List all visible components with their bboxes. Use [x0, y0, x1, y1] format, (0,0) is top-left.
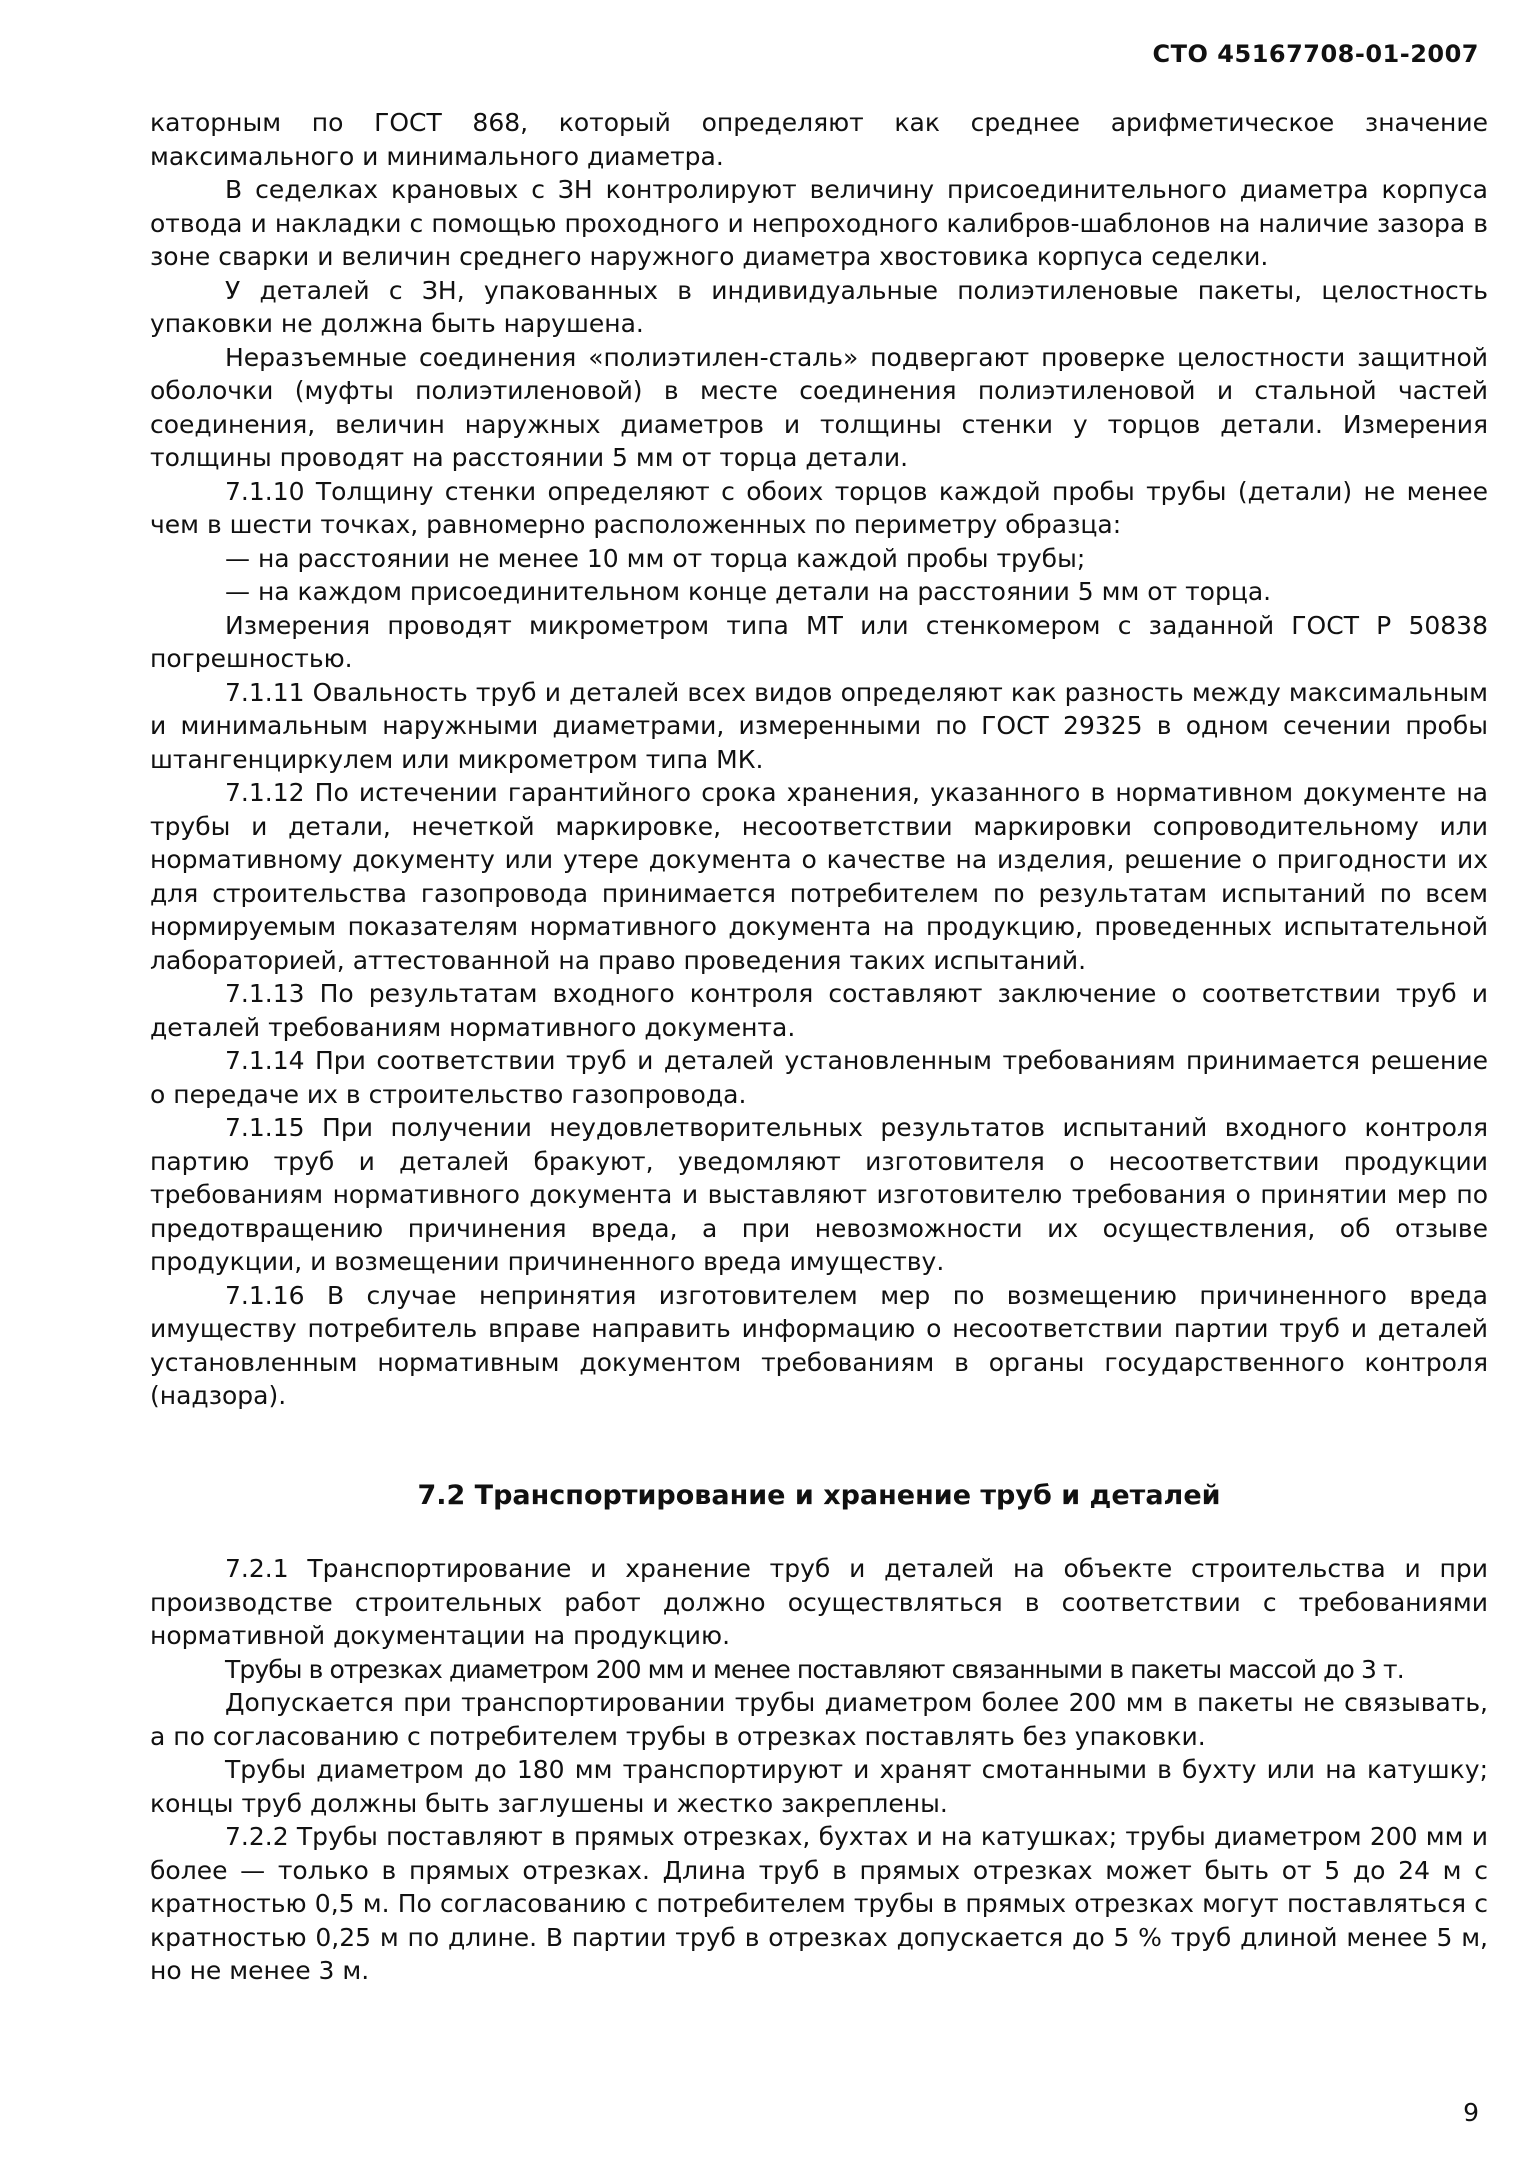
clause-7-1-12: 7.1.12 По истечении гарантийного срока хранения, указанного в нормативном документе на трубы и детали, нечеткой маркировке, несоответствии маркировки сопроводительному или нормативному документу или утере документа о качестве на изделия, решение о пригодности их для строительства газопровода принимается потребителем по результатам испытаний по всем нормируемым показателям нормативного документа на продукцию, проведенных испытательной лабораторией, аттестованной на право проведения таких испытаний. — [150, 778, 1488, 975]
list-item: — на расстоянии не менее 10 мм от торца каждой пробы трубы; — [225, 543, 1086, 573]
clause-7-2-1: 7.2.1 Транспортирование и хранение труб и деталей на объекте строительства и при производстве строительных работ должно осуществляться в соответствии с требованиями нормативной документации на продукцию. — [150, 1554, 1488, 1650]
section-title: 7.2 Транспортирование и хранение труб и деталей — [417, 1479, 1221, 1511]
document-body — [150, 106, 1488, 1988]
clause-7-1-13: 7.1.13 По результатам входного контроля составляют заключение о соответствии труб и деталей требованиям нормативного документа. — [150, 979, 1488, 1042]
list-item: — на каждом присоединительном конце детали на расстоянии 5 мм от торца. — [225, 577, 1272, 606]
paragraph: В седелках крановых с ЗН контролируют величину присоединительного диаметра корпуса отвода и накладки с помощью проходного и непроходного калибров-шаблонов на наличие зазора в зоне сварки и величин среднего наружного диаметра хвостовика корпуса седелки. — [150, 175, 1488, 271]
paragraph: Неразъемные соединения «полиэтилен-сталь» подвергают проверке целостности защитной оболочки (муфты полиэтиленовой) в месте соединения полиэтиленовой и стальной частей соединения, величин наружных диаметров и толщины стенки у торцов детали. Измерения толщины проводят на расстоянии 5 мм от торца детали. — [150, 342, 1488, 472]
paragraph-continuation: каторным по ГОСТ 868, который определяют как среднее арифметическое значение максимального и минимального диаметра. — [150, 108, 1488, 171]
clause-7-1-14: 7.1.14 При соответствии труб и деталей установленным требованиям принимается решение о передаче их в строительство газопровода. — [150, 1046, 1488, 1109]
paragraph: Трубы в отрезках диаметром 200 мм и менее поставляют связанными в пакеты массой до 3 т. — [225, 1654, 1404, 1684]
paragraph: Измерения проводят микрометром типа МТ или стенкомером с заданной ГОСТ Р 50838 погрешностью. — [150, 610, 1488, 673]
document-code-header: СТО 45167708-01-2007 — [1152, 40, 1479, 68]
clause-7-1-16: 7.1.16 В случае непринятия изготовителем мер по возмещению причиненного вреда имуществу потребитель вправе направить информацию о несоответствии партии труб и деталей установленным нормативным документом требованиям в органы государственного контроля (надзора). — [150, 1280, 1488, 1410]
clause-7-1-15: 7.1.15 При получении неудовлетворительных результатов испытаний входного контроля партию труб и деталей бракуют, уведомляют изготовителя о несоответствии продукции требованиям нормативного документа и выставляют изготовителю требования о принятии мер по предотвращению причинения вреда, а при невозможности их осуществления, об отзыве продукции, и возмещении причиненного вреда имуществу. — [150, 1113, 1488, 1276]
clause-7-1-10: 7.1.10 Толщину стенки определяют с обоих торцов каждой пробы трубы (детали) не менее чем в шести точках, равномерно расположенных по периметру образца: — [150, 476, 1488, 539]
paragraph: У деталей с ЗН, упакованных в индивидуальные полиэтиленовые пакеты, целостность упаковки не должна быть нарушена. — [150, 275, 1488, 338]
clause-7-2-2: 7.2.2 Трубы поставляют в прямых отрезках, бухтах и на катушках; трубы диаметром 200 мм и более — только в прямых отрезках. Длина труб в прямых отрезках может быть от 5 до 24 м с кратностью 0,5 м. По согласованию с потребителем трубы в прямых отрезках могут поставляться с кратностью 0,25 м по длине. В партии труб в отрезках допускается до 5 % труб длиной менее 5 м, но не менее 3 м. — [150, 1822, 1488, 1985]
paragraph: Трубы диаметром до 180 мм транспортируют и хранят смотанными в бухту или на катушку; концы труб должны быть заглушены и жестко закреплены. — [150, 1755, 1488, 1818]
clause-7-1-11: 7.1.11 Овальность труб и деталей всех видов определяют как разность между максимальным и минимальным наружными диаметрами, измеренными по ГОСТ 29325 в одном сечении пробы штангенциркулем или микрометром типа МК. — [150, 677, 1488, 774]
paragraph: Допускается при транспортировании трубы диаметром более 200 мм в пакеты не связывать, а по согласованию с потребителем трубы в отрезках поставлять без упаковки. — [150, 1688, 1488, 1751]
page-number: 9 — [1463, 2098, 1479, 2127]
